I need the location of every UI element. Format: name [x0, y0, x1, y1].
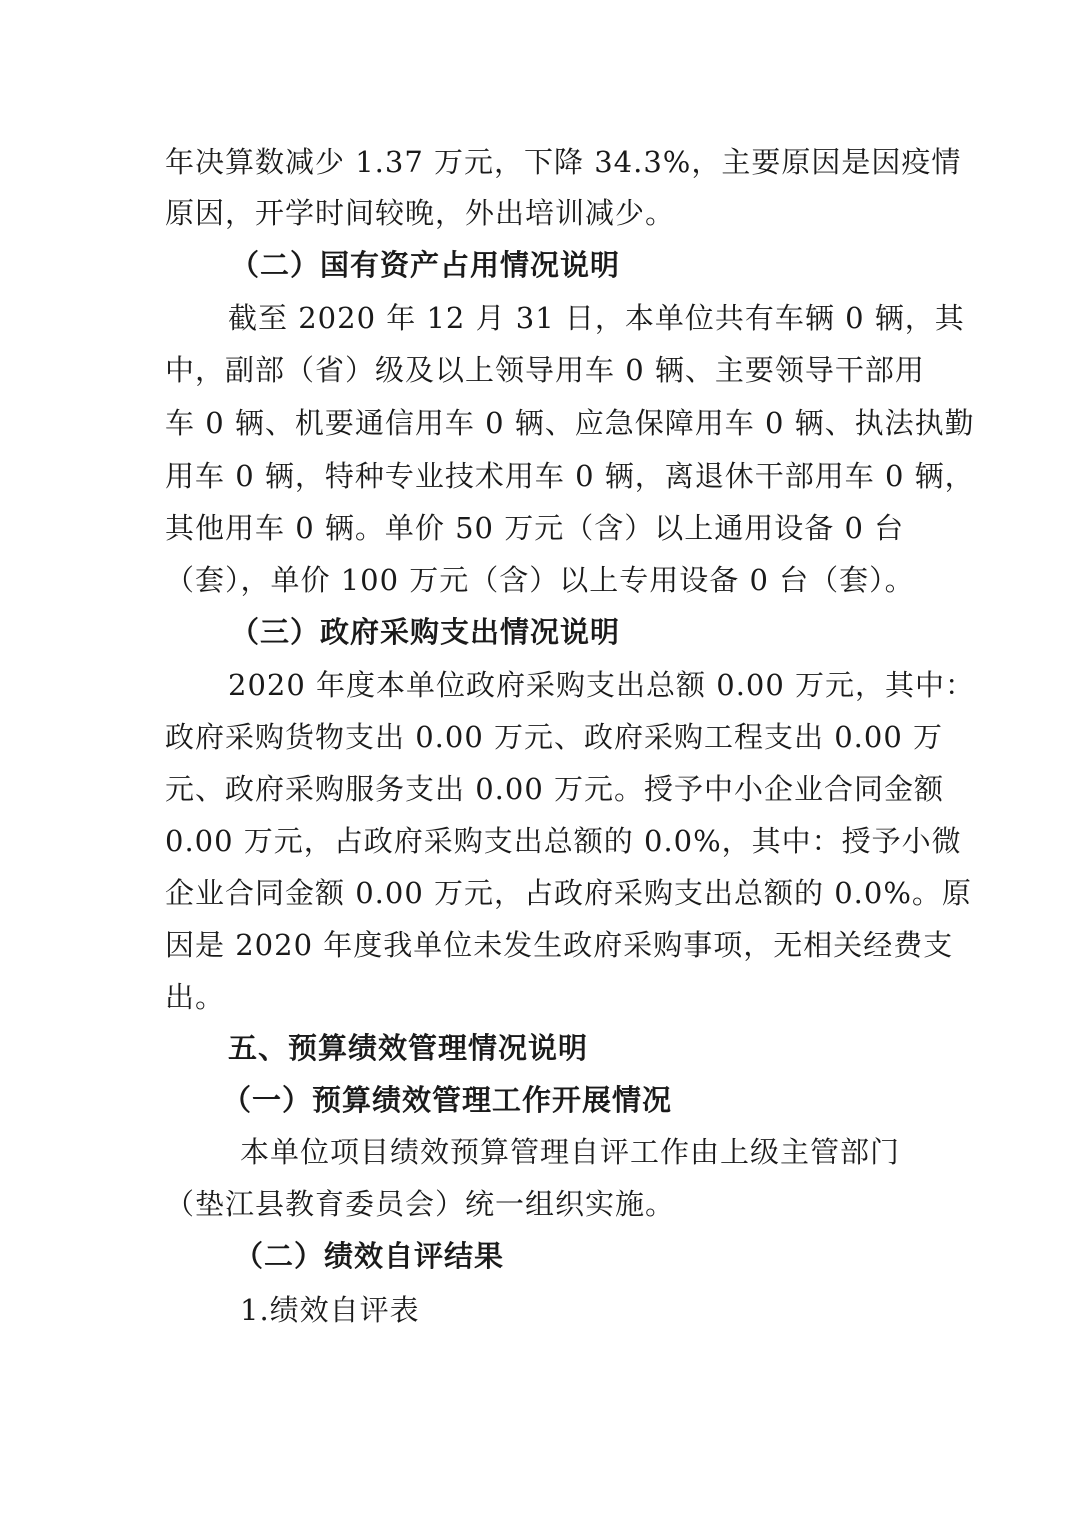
paragraph-line: 原因，开学时间较晚，外出培训减少。 — [165, 196, 676, 230]
section-heading-self-evaluation: （二）绩效自评结果 — [234, 1239, 505, 1273]
paragraph-line: 本单位项目绩效预算管理自评工作由上级主管部门 — [240, 1135, 901, 1169]
paragraph-line: 0.00 万元，占政府采购支出总额的 0.0%，其中：授予小微 — [165, 824, 962, 858]
paragraph-line: 车 0 辆、机要通信用车 0 辆、应急保障用车 0 辆、执法执勤 — [165, 406, 975, 440]
paragraph-line: 中，副部（省）级及以上领导用车 0 辆、主要领导干部用 — [165, 353, 925, 387]
paragraph-line: 因是 2020 年度我单位未发生政府采购事项，无相关经费支 — [165, 928, 954, 962]
paragraph-line: 其他用车 0 辆。单价 50 万元（含）以上通用设备 0 台 — [165, 511, 905, 545]
paragraph-line: 2020 年度本单位政府采购支出总额 0.00 万元，其中： — [228, 668, 976, 702]
paragraph-line: 截至 2020 年 12 月 31 日，本单位共有车辆 0 辆，其 — [228, 301, 965, 335]
paragraph-line: （垫江县教育委员会）统一组织实施。 — [165, 1187, 676, 1221]
paragraph-line: 企业合同金额 0.00 万元，占政府采购支出总额的 0.0%。原 — [165, 876, 972, 910]
paragraph-line: 年决算数减少 1.37 万元，下降 34.3%，主要原因是因疫情 — [165, 145, 962, 179]
section-heading-assets: （二）国有资产占用情况说明 — [230, 248, 621, 282]
subsection-label-evaluation-table: 1.绩效自评表 — [240, 1293, 420, 1327]
paragraph-line: 用车 0 辆，特种专业技术用车 0 辆，离退休干部用车 0 辆， — [165, 459, 975, 493]
section-heading-performance-work: （一）预算绩效管理工作开展情况 — [222, 1083, 673, 1117]
paragraph-line: 政府采购货物支出 0.00 万元、政府采购工程支出 0.00 万 — [165, 720, 944, 754]
paragraph-line: 出。 — [165, 980, 226, 1014]
paragraph-line: 元、政府采购服务支出 0.00 万元。授予中小企业合同金额 — [165, 772, 945, 806]
section-heading-procurement: （三）政府采购支出情况说明 — [230, 615, 621, 649]
paragraph-line: （套），单价 100 万元（含）以上专用设备 0 台（套）。 — [165, 563, 915, 597]
chapter-heading-performance: 五、预算绩效管理情况说明 — [228, 1031, 589, 1065]
